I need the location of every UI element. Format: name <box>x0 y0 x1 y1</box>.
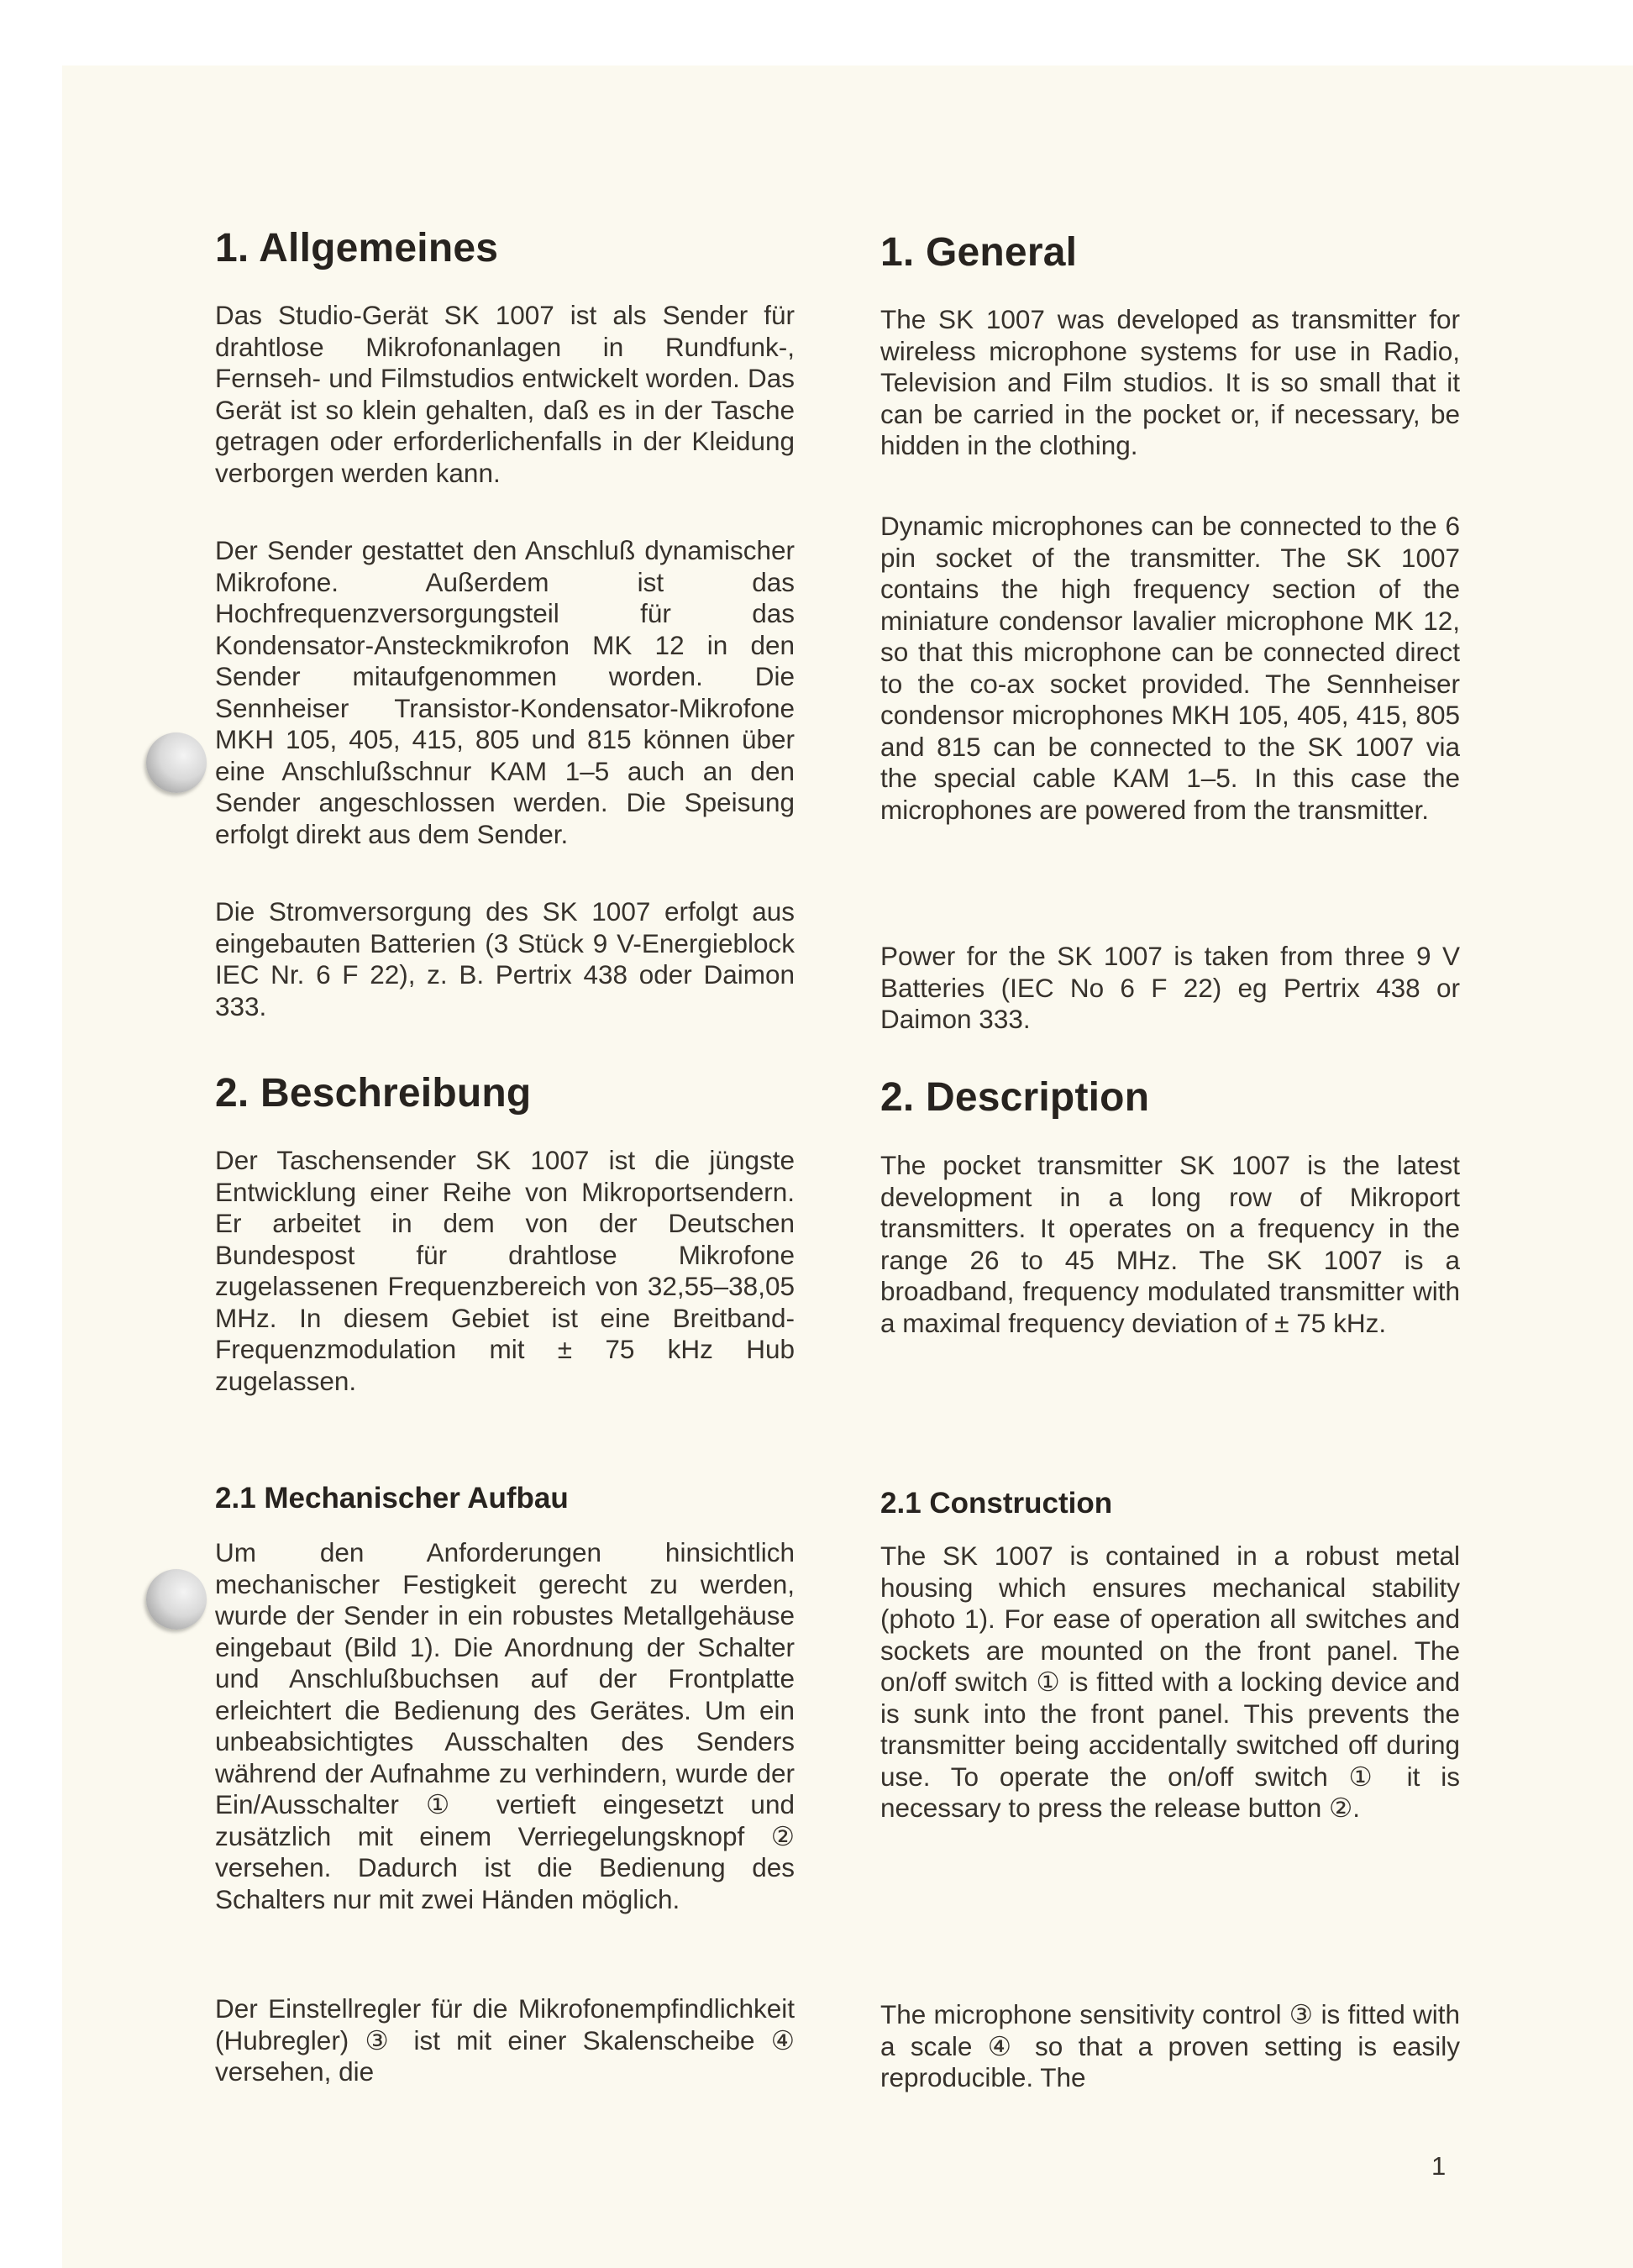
paragraph-en-2-1-2: The microphone sensitivity control ③ is fitted with a scale ④ so that a proven setting is easily reproducible. The <box>880 1999 1460 2092</box>
paragraph-en-1-3: Power for the SK 1007 is taken from three 9 V Batteries (IEC No 6 F 22) eg Pertrix 438 or Daimon 333. <box>880 941 1460 1034</box>
paragraph-de-1-2: Der Sender gestattet den Anschluß dynamischer Mikrofone. Außerdem ist das Hochfrequenzversorgungsteil für das Kondensator-Ansteckmikrofon MK 12 in den Sender mitaufgenommen worden. Die Sennheiser Transistor-Kondensator-Mikrofone MKH 105, 405, 415, 805 und 815 können über eine Anschlußschnur KAM 1–5 auch an den Sender angeschlossen werden. Die Speisung erfolgt direkt aus dem Sender. <box>215 535 795 849</box>
heading-description: 2. Description <box>880 1075 1150 1120</box>
paragraph-en-2-1: The pocket transmitter SK 1007 is the latest development in a long row of Mikroport transmitters. It operates on a frequency in the range 26 to 45 MHz. The SK 1007 is a broadband, frequency modulated transmitter with a maximal frequency deviation of ± 75 kHz. <box>880 1150 1460 1338</box>
heading-construction: 2.1 Construction <box>880 1487 1113 1520</box>
page-number: 1 <box>1431 2151 1447 2181</box>
paragraph-de-2-1: Der Taschensender SK 1007 ist die jüngste Entwicklung einer Reihe von Mikroportsendern. Er arbeitet in dem von der Deutschen Bundespost für drahtlose Mikrofone zugelassenen Frequenzbereich von 32,55–38,05 MHz. In diesem Gebiet ist eine Breitband-Frequenzmodulation mit ± 75 kHz Hub zugelassen. <box>215 1145 795 1396</box>
heading-beschreibung: 2. Beschreibung <box>215 1071 532 1116</box>
punch-hole-lower <box>146 1569 207 1630</box>
document-page <box>62 66 1633 2268</box>
heading-mechanischer-aufbau: 2.1 Mechanischer Aufbau <box>215 1482 569 1515</box>
heading-general: 1. General <box>880 230 1078 275</box>
paragraph-de-2-1-1: Um den Anforderungen hinsichtlich mechanischer Festigkeit gerecht zu werden, wurde der Sender in ein robustes Metallgehäuse eingebaut (Bild 1). Die Anordnung der Schalter und Anschlußbuchsen auf der Frontplatte erleichtert die Bedienung des Gerätes. Um ein unbeabsichtigtes Ausschalten des Senders während der Aufnahme zu verhindern, wurde der Ein/Ausschalter ① vertieft eingesetzt und zusätzlich mit einem Verriegelungsknopf ② versehen. Dadurch ist die Bedienung des Schalters nur mit zwei Händen möglich. <box>215 1537 795 1914</box>
paragraph-de-1-1: Das Studio-Gerät SK 1007 ist als Sender für drahtlose Mikrofonanlagen in Rundfunk-, Fernseh- und Filmstudios entwickelt worden. Das Gerät ist so klein gehalten, daß es in der Tasche getragen oder erforderlichenfalls in der Kleidung verborgen werden kann. <box>215 300 795 488</box>
paragraph-de-2-1-2: Der Einstellregler für die Mikrofonempfindlichkeit (Hubregler) ③ ist mit einer Skalenscheibe ④ versehen, die <box>215 1993 795 2087</box>
paragraph-en-1-1: The SK 1007 was developed as transmitter for wireless microphone systems for use in Radio, Television and Film studios. It is so small that it can be carried in the pocket or, if necessary, be hidden in the clothing. <box>880 304 1460 460</box>
paragraph-en-2-1-1: The SK 1007 is contained in a robust metal housing which ensures mechanical stability (photo 1). For ease of operation all switches and sockets are mounted on the front panel. The on/off switch ① is fitted with a locking device and is sunk into the front panel. This prevents the transmitter being accidentally switched off during use. To operate the on/off switch ① it is necessary to press the release button ②. <box>880 1541 1460 1823</box>
paragraph-de-1-3: Die Stromversorgung des SK 1007 erfolgt aus eingebauten Batterien (3 Stück 9 V-Energieblock IEC Nr. 6 F 22), z. B. Pertrix 438 oder Daimon 333. <box>215 896 795 1021</box>
heading-allgemeines: 1. Allgemeines <box>215 226 499 270</box>
punch-hole-upper <box>146 732 207 793</box>
paragraph-en-1-2: Dynamic microphones can be connected to the 6 pin socket of the transmitter. The SK 1007 contains the high frequency section of the miniature condensor lavalier microphone MK 12, so that this microphone can be connected direct to the co-ax socket provided. The Sennheiser condensor microphones MKH 105, 405, 415, 805 and 815 can be connected to the SK 1007 via the special cable KAM 1–5. In this case the microphones are powered from the transmitter. <box>880 511 1460 825</box>
